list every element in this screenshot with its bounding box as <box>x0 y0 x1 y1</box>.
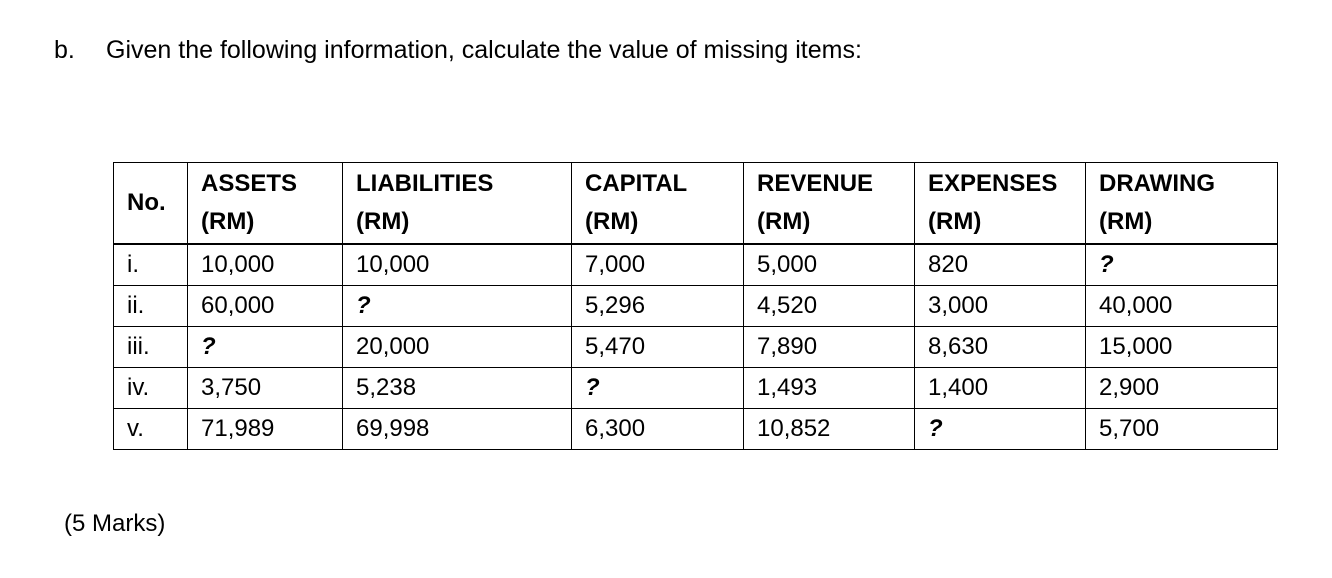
header-capital: CAPITAL (RM) <box>572 163 744 245</box>
table-cell: i. <box>114 244 188 286</box>
table-cell: 6,300 <box>572 409 744 450</box>
table-header-row <box>114 163 1278 245</box>
question-number: b. <box>54 36 75 64</box>
table-cell: 10,852 <box>744 409 915 450</box>
table-cell: 10,000 <box>343 244 572 286</box>
table-cell: 5,700 <box>1086 409 1278 450</box>
table-cell: 15,000 <box>1086 327 1278 368</box>
missing-value-cell: ? <box>572 368 744 409</box>
table-cell: 40,000 <box>1086 286 1278 327</box>
table-row <box>114 244 1278 286</box>
question-heading <box>54 36 862 65</box>
table-row <box>114 286 1278 327</box>
table-cell: v. <box>114 409 188 450</box>
accounting-table <box>113 162 1278 450</box>
header-revenue: REVENUE (RM) <box>744 163 915 245</box>
table-cell: 8,630 <box>915 327 1086 368</box>
table-cell: 3,750 <box>188 368 343 409</box>
table-cell: 5,470 <box>572 327 744 368</box>
table-cell: 1,493 <box>744 368 915 409</box>
header-liabilities: LIABILITIES (RM) <box>343 163 572 245</box>
table-cell: 3,000 <box>915 286 1086 327</box>
table-cell: 10,000 <box>188 244 343 286</box>
table-cell: 4,520 <box>744 286 915 327</box>
question-text: Given the following information, calculate the value of missing items: <box>106 36 862 64</box>
missing-value-cell: ? <box>188 327 343 368</box>
table-cell: ii. <box>114 286 188 327</box>
table-cell: 2,900 <box>1086 368 1278 409</box>
table-cell: 7,000 <box>572 244 744 286</box>
table-row <box>114 368 1278 409</box>
missing-value-cell: ? <box>1086 244 1278 286</box>
table-cell: 1,400 <box>915 368 1086 409</box>
table-cell: 820 <box>915 244 1086 286</box>
table-cell: 5,238 <box>343 368 572 409</box>
table-cell: 5,296 <box>572 286 744 327</box>
table-cell: 60,000 <box>188 286 343 327</box>
marks-label: (5 Marks) <box>64 510 166 537</box>
table-row <box>114 327 1278 368</box>
table-cell: 69,998 <box>343 409 572 450</box>
header-no: No. <box>114 163 188 245</box>
header-expenses: EXPENSES (RM) <box>915 163 1086 245</box>
missing-value-cell: ? <box>915 409 1086 450</box>
table-cell: 7,890 <box>744 327 915 368</box>
table-cell: iii. <box>114 327 188 368</box>
header-drawing: DRAWING (RM) <box>1086 163 1278 245</box>
table-cell: 71,989 <box>188 409 343 450</box>
header-assets: ASSETS (RM) <box>188 163 343 245</box>
table-cell: 20,000 <box>343 327 572 368</box>
table-cell: 5,000 <box>744 244 915 286</box>
table-row <box>114 409 1278 450</box>
table-cell: iv. <box>114 368 188 409</box>
missing-value-cell: ? <box>343 286 572 327</box>
